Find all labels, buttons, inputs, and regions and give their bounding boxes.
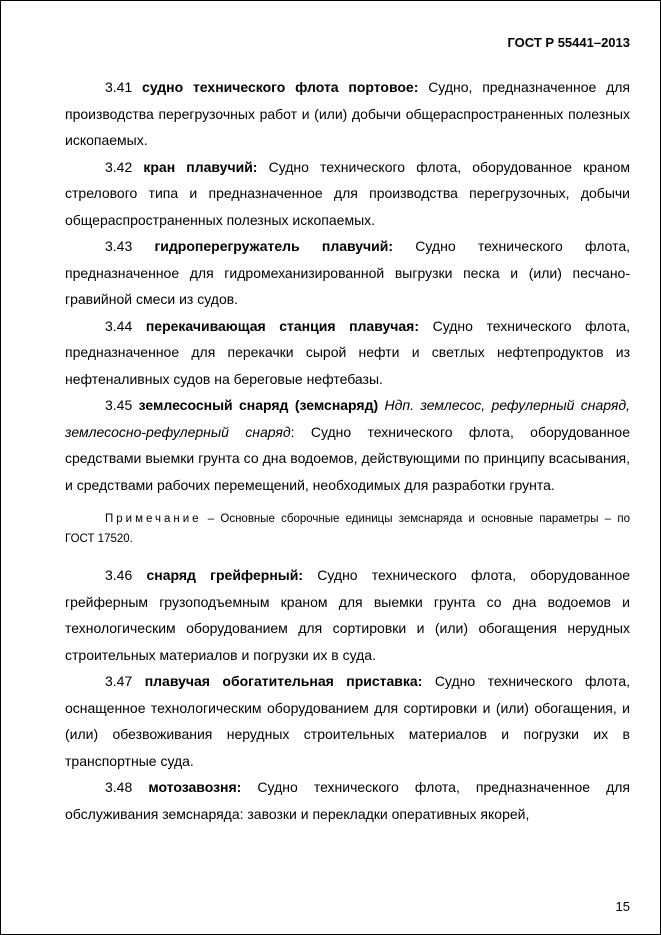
term-number: 3.42 (105, 158, 133, 175)
term-definition: Судно, предназначенное для производства перегрузочных работ и (или) добычи общераспространенных полезных ископаемых. (65, 79, 631, 148)
term-label: кран плавучий: (143, 158, 258, 175)
term-label: землесосный снаряд (земснаряд) (138, 397, 379, 413)
term-definition: : Судно технического флота, оборудованное средствами выемки грунта со дна водоемов, действующими по принципу всасывания, и средствами рабочих перемещений, необходимых для разработки грунта. (65, 423, 630, 493)
term-item-3-41 (65, 74, 630, 154)
term-number: 3.45 (105, 397, 133, 413)
term-label: плавучая обогатительная приставка: (144, 673, 423, 689)
term-item-3-42 (65, 154, 630, 234)
term-item-3-43 (65, 233, 630, 313)
term-definition: Судно технического флота, оборудованное краном стрелового типа и предназначенное для производства перегрузочных, добычи общераспространенных полезных ископаемых. (65, 158, 631, 228)
term-number: 3.41 (105, 79, 133, 95)
note-text: – Основные сборочные единицы земснаряда и основные параметры – по ГОСТ 17520. (65, 513, 630, 545)
term-number: 3.46 (105, 567, 133, 583)
term-item-3-47 (65, 668, 630, 774)
term-definition: Судно технического флота, оснащенное технологическим оборудованием для сортировки и (или) обогащения, и (или) обезвоживания нерудных строительных материалов и погрузки их в транспортные суда. (65, 673, 631, 769)
note-paragraph (65, 510, 630, 549)
term-item-3-44 (65, 313, 630, 393)
term-number: 3.47 (105, 673, 133, 689)
document-body (65, 74, 630, 827)
term-item-3-46 (65, 562, 630, 668)
term-definition: Судно технического флота, предназначенное для перекачки сырой нефти и светлых нефтепродуктов из нефтеналивных судов на береговые нефтебазы. (65, 317, 631, 387)
document-header: ГОСТ Р 55441–2013 (507, 35, 630, 50)
term-number: 3.44 (105, 317, 133, 334)
term-label: мотозавозня: (148, 779, 242, 795)
note-label: Примечание (105, 513, 202, 525)
term-definition: Судно технического флота, предназначенное для обслуживания земснаряда: завозки и перекладки оперативных якорей, (65, 779, 631, 822)
page-number: 15 (615, 899, 630, 914)
term-item-3-48 (65, 774, 630, 827)
term-definition: Судно технического флота, оборудованное грейферным грузоподъемным краном для выемки грунта со дна водоемов и технологическим оборудованием для сортировки и (или) обогащения нерудных строительных материалов и погрузки их в суда. (65, 567, 631, 663)
term-label: судно технического флота портовое: (142, 79, 419, 95)
term-label: гидроперегружатель плавучий: (154, 238, 394, 254)
term-label: перекачивающая станция плавучая: (145, 317, 420, 334)
term-inadmissible-synonyms: Ндп. землесос, рефулерный снаряд, землесосно-рефулерный снаряд (65, 397, 630, 440)
term-label: снаряд грейферный: (146, 567, 304, 583)
term-item-3-45 (65, 392, 630, 498)
term-number: 3.48 (105, 779, 133, 795)
term-number: 3.43 (105, 238, 133, 254)
term-definition: Судно технического флота, предназначенное для гидромеханизированной выгрузки песка и (или) песчано-гравийной смеси из судов. (65, 238, 631, 307)
